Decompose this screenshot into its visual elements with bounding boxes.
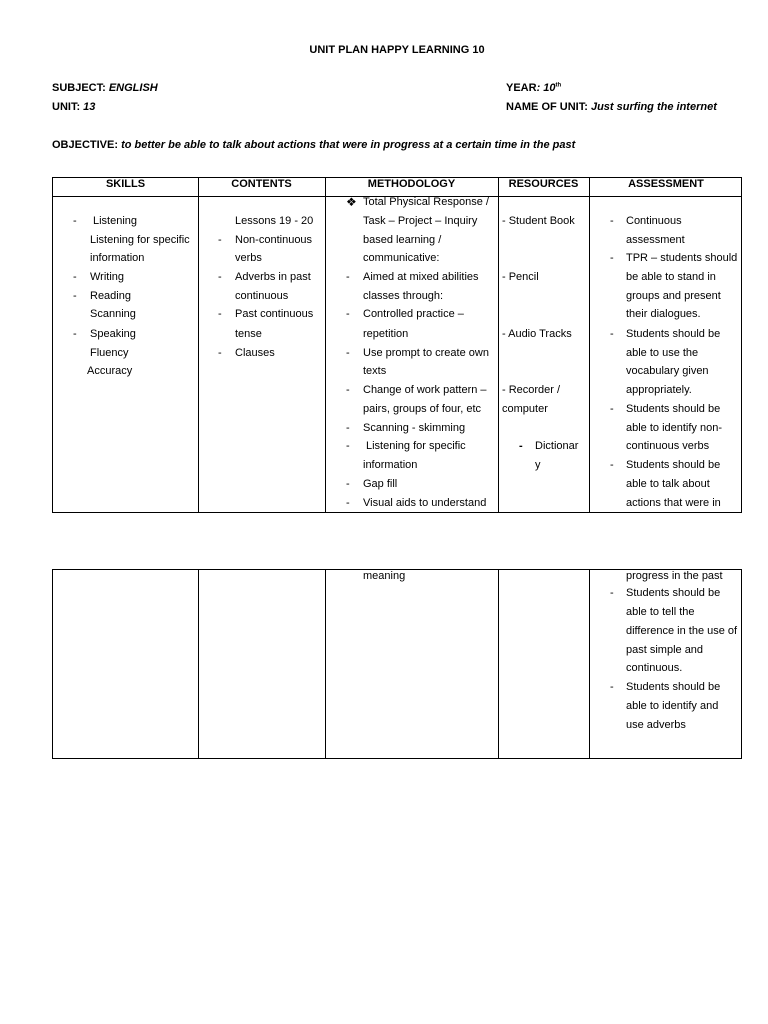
- methodology-item: communicative:: [363, 252, 440, 264]
- skill-item: Accuracy: [87, 365, 133, 377]
- resource-item: - Audio Tracks: [502, 328, 572, 340]
- bullet-dash: -: [610, 215, 614, 227]
- assessment-item: their dialogues.: [626, 308, 701, 320]
- column-header-resources: RESOURCES: [508, 178, 579, 190]
- bullet-dash: -: [218, 347, 222, 359]
- skill-item: Listening: [93, 215, 138, 227]
- column-divider: [198, 178, 199, 512]
- assessment-item: groups and present: [626, 290, 721, 302]
- column-divider: [198, 570, 199, 758]
- unit-plan-table-page2: [52, 569, 742, 759]
- bullet-dash: -: [218, 271, 222, 283]
- bullet-dash: -: [218, 308, 222, 320]
- bullet-dash: -: [346, 308, 350, 320]
- subject-value: ENGLISH: [108, 82, 158, 94]
- assessment-item: Students should be: [626, 587, 721, 599]
- bullet-dash: -: [346, 497, 350, 509]
- content-item: tense: [235, 328, 262, 340]
- objective-label: OBJECTIVE:: [52, 139, 122, 151]
- unit-value: 13: [83, 101, 96, 113]
- methodology-item: Task – Project – Inquiry: [363, 215, 478, 227]
- resource-item: - Recorder /: [502, 384, 561, 396]
- bullet-dash: -: [610, 403, 614, 415]
- content-item: Lessons 19 - 20: [235, 215, 314, 227]
- assessment-item: difference in the use of: [626, 625, 738, 637]
- methodology-item: Change of work pattern –: [363, 384, 487, 396]
- bullet-dash: -: [73, 328, 77, 340]
- column-header-assessment: ASSESSMENT: [628, 178, 704, 190]
- methodology-item: Visual aids to understand: [363, 497, 487, 509]
- assessment-item: able to talk about: [626, 478, 710, 490]
- assessment-item: able to tell the: [626, 606, 695, 618]
- bullet-dash: -: [519, 440, 523, 452]
- objective-line: [52, 139, 575, 151]
- skill-item: Speaking: [90, 328, 136, 340]
- content-item: Adverbs in past: [235, 271, 311, 283]
- bullet-dash: -: [73, 271, 77, 283]
- content-item: Clauses: [235, 347, 275, 359]
- bullet-dash: -: [610, 459, 614, 471]
- methodology-item: pairs, groups of four, etc: [363, 403, 482, 415]
- content-item: continuous: [235, 290, 289, 302]
- bullet-dash: -: [346, 440, 350, 452]
- unit-label: UNIT:: [52, 101, 84, 113]
- assessment-item: Students should be: [626, 328, 721, 340]
- unit-name-label: NAME OF UNIT:: [506, 101, 591, 113]
- assessment-item: past simple and: [626, 644, 704, 656]
- assessment-item: able to identify and: [626, 700, 719, 712]
- year-value: : 10: [536, 82, 556, 94]
- document-title: UNIT PLAN HAPPY LEARNING 10: [309, 44, 485, 56]
- assessment-item: continuous.: [626, 662, 683, 674]
- resource-item: y: [535, 459, 541, 471]
- bullet-dash: -: [346, 422, 350, 434]
- assessment-item: be able to stand in: [626, 271, 716, 283]
- column-divider: [498, 570, 499, 758]
- year-line: [506, 82, 561, 94]
- skill-item: Listening for specific: [90, 234, 190, 246]
- methodology-item: Total Physical Response /: [363, 196, 489, 208]
- assessment-item: continuous verbs: [626, 440, 710, 452]
- skill-item: information: [90, 252, 145, 264]
- content-item: Non-continuous: [235, 234, 313, 246]
- assessment-item: able to identify non-: [626, 422, 723, 434]
- column-header-contents: CONTENTS: [231, 178, 292, 190]
- column-divider: [498, 178, 499, 512]
- bullet-dash: -: [610, 328, 614, 340]
- bullet-dash: -: [610, 252, 614, 264]
- bullet-dash: -: [218, 234, 222, 246]
- subject-line: [52, 82, 158, 94]
- resource-item: Dictionar: [535, 440, 579, 452]
- bullet-dash: -: [346, 271, 350, 283]
- unit-line: [52, 101, 95, 113]
- year-label: YEAR: [506, 82, 537, 94]
- methodology-item: Listening for specific: [366, 440, 466, 452]
- assessment-item: able to use the: [626, 347, 699, 359]
- methodology-item: meaning: [363, 570, 406, 582]
- skill-item: Writing: [90, 271, 125, 283]
- resource-item: - Student Book: [502, 215, 575, 227]
- assessment-item: TPR – students should: [626, 252, 738, 264]
- bullet-dash: -: [610, 681, 614, 693]
- assessment-item: vocabulary given: [626, 365, 709, 377]
- skill-item: Fluency: [90, 347, 129, 359]
- methodology-item: Controlled practice –: [363, 308, 464, 320]
- assessment-item: progress in the past: [626, 570, 723, 582]
- content-item: Past continuous: [235, 308, 314, 320]
- methodology-item: Aimed at mixed abilities: [363, 271, 479, 283]
- column-header-skills: SKILLS: [105, 178, 146, 190]
- column-divider: [589, 570, 590, 758]
- unit-plan-table-page1: [52, 177, 742, 513]
- methodology-item: Use prompt to create own: [363, 347, 489, 359]
- unit-name-line: [506, 101, 717, 113]
- bullet-dash: -: [346, 347, 350, 359]
- bullet-dash: -: [73, 215, 77, 227]
- methodology-item: information: [363, 459, 418, 471]
- skill-item: Reading: [90, 290, 131, 302]
- year-sup: th: [555, 82, 562, 89]
- assessment-item: actions that were in: [626, 497, 721, 509]
- column-divider: [589, 178, 590, 512]
- assessment-item: assessment: [626, 234, 685, 246]
- unit-name-value: Just surfing the internet: [590, 101, 717, 113]
- methodology-item: Scanning - skimming: [363, 422, 466, 434]
- skill-item: Scanning: [90, 308, 136, 320]
- subject-label: SUBJECT:: [52, 82, 109, 94]
- resource-item: - Pencil: [502, 271, 539, 283]
- assessment-item: use adverbs: [626, 719, 686, 731]
- methodology-item: classes through:: [363, 290, 444, 302]
- bullet-dash: -: [610, 587, 614, 599]
- methodology-item: based learning /: [363, 234, 442, 246]
- content-item: verbs: [235, 252, 262, 264]
- assessment-item: Continuous: [626, 215, 682, 227]
- column-divider: [325, 178, 326, 512]
- column-header-methodology: METHODOLOGY: [367, 178, 456, 190]
- diamond-bullet-icon: ❖: [346, 195, 357, 209]
- bullet-dash: -: [73, 290, 77, 302]
- bullet-dash: -: [346, 478, 350, 490]
- assessment-item: Students should be: [626, 403, 721, 415]
- methodology-item: texts: [363, 365, 387, 377]
- methodology-item: Gap fill: [363, 478, 398, 490]
- column-divider: [325, 570, 326, 758]
- assessment-item: Students should be: [626, 459, 721, 471]
- assessment-item: Students should be: [626, 681, 721, 693]
- resource-item: computer: [502, 403, 548, 415]
- assessment-item: appropriately.: [626, 384, 692, 396]
- bullet-dash: -: [346, 384, 350, 396]
- objective-value: to better be able to talk about actions that were in progress at a certain time in the past: [121, 139, 576, 151]
- methodology-item: repetition: [363, 328, 409, 340]
